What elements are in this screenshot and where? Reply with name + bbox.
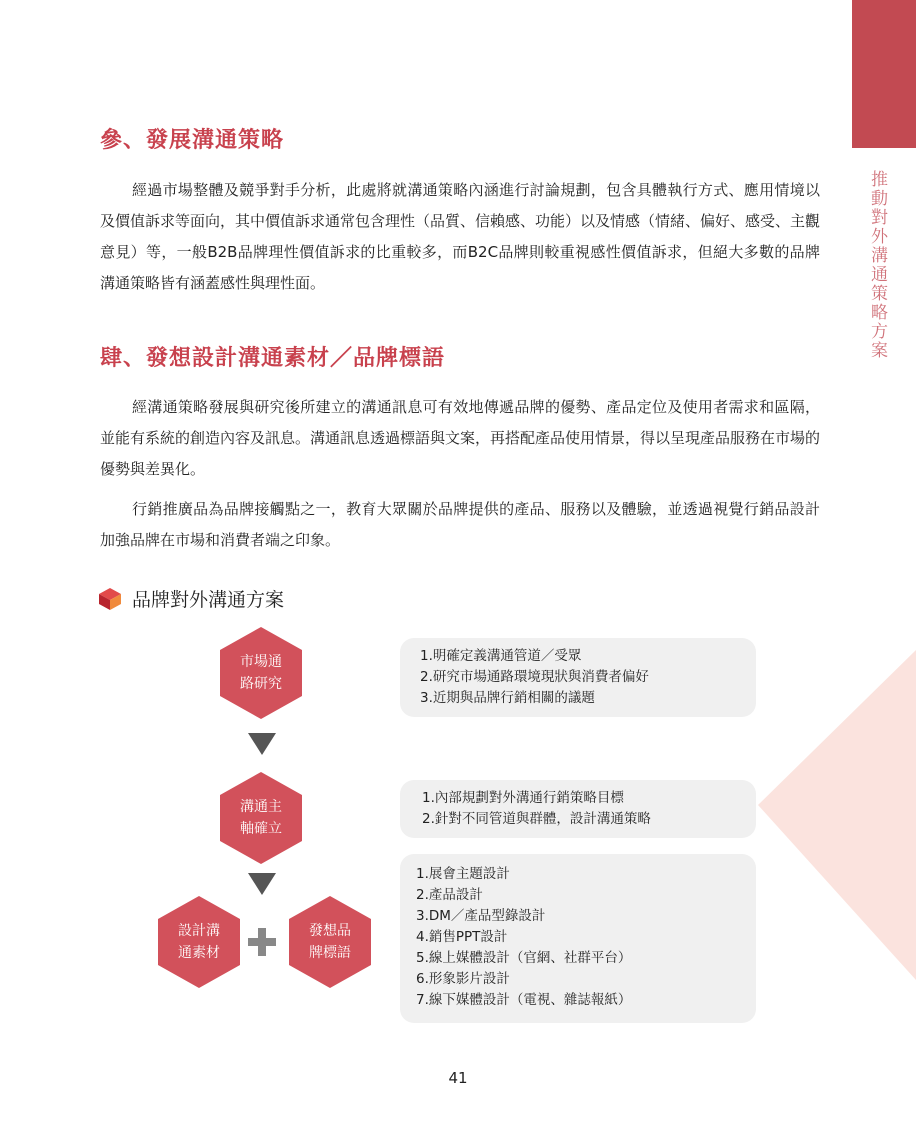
info-box-design-items [400, 854, 756, 1023]
section-4-paragraph-2: 行銷推廣品為品牌接觸點之一，教育大眾關於品牌提供的產品、服務以及體驗，並透過視覺行銷品設計加強品牌在市場和消費者端之印象。 [100, 500, 820, 549]
info-box-market-research [400, 638, 756, 717]
diagram-title-text: 品牌對外溝通方案 [132, 589, 285, 611]
step-label: 發想品 牌標語 [309, 923, 351, 961]
step-label: 設計溝 通素材 [178, 923, 220, 961]
list-item: 1.明確定義溝通管道／受眾 [420, 648, 582, 664]
list-item: 3.DM／產品型錄設計 [416, 908, 546, 924]
plus-icon [246, 926, 278, 958]
list-item: 3.近期與品牌行銷相關的議題 [420, 690, 595, 706]
list-item: 5.線上媒體設計（官網、社群平台） [416, 950, 632, 966]
list-item: 2.針對不同管道與群體，設計溝通策略 [422, 811, 651, 827]
list-item: 2.產品設計 [416, 887, 483, 903]
diagram-title [98, 585, 284, 612]
step-label: 溝通主 軸確立 [240, 799, 282, 837]
step-hexagon-design-materials [158, 896, 240, 988]
list-item: 4.銷售PPT設計 [416, 929, 508, 945]
list-item: 2.研究市場通路環境現狀與消費者偏好 [420, 669, 649, 685]
cube-icon [98, 587, 122, 611]
step-hexagon-market-research [220, 627, 302, 719]
section-heading-4: 肆、發想設計溝通素材／品牌標語 [100, 346, 446, 371]
side-chapter-title: 推動對外溝通策略方案 [867, 170, 887, 360]
section-heading-3: 參、發展溝通策略 [100, 128, 285, 153]
info-box-communication-axis [400, 780, 756, 838]
list-item: 7.線下媒體設計（電視、雜誌報紙） [416, 992, 632, 1008]
section-4-paragraph-1: 經溝通策略發展與研究後所建立的溝通訊息可有效地傳遞品牌的優勢、產品定位及使用者需求和區隔，並能有系統的創造內容及訊息。溝通訊息透過標語與文案，再搭配產品使用情景，得以呈現產品服務在市場的優勢與差異化。 [100, 398, 821, 478]
side-tab-block [852, 0, 916, 148]
step-hexagon-brand-slogan [289, 896, 371, 988]
list-item: 6.形象影片設計 [416, 971, 510, 987]
section-3-paragraph: 經過市場整體及競爭對手分析，此處將就溝通策略內涵進行討論規劃，包含具體執行方式、應用情境以及價值訴求等面向，其中價值訴求通常包含理性（品質、信賴感、功能）以及情感（情緒、偏好、感受、主觀意見）等，一般B2B品牌理性價值訴求的比重較多，而B2C品牌則較重視感性價值訴求，但絕大多數的品牌溝通策略皆有涵蓋感性與理性面。 [100, 181, 821, 292]
list-item: 1.內部規劃對外溝通行銷策略目標 [422, 790, 624, 806]
down-arrow-icon [248, 733, 276, 755]
page-number: 41 [448, 1069, 468, 1087]
down-arrow-icon [248, 873, 276, 895]
step-hexagon-communication-axis [220, 772, 302, 864]
background-triangle [758, 650, 916, 980]
step-label: 市場通 路研究 [240, 654, 282, 692]
list-item: 1.展會主題設計 [416, 866, 510, 882]
